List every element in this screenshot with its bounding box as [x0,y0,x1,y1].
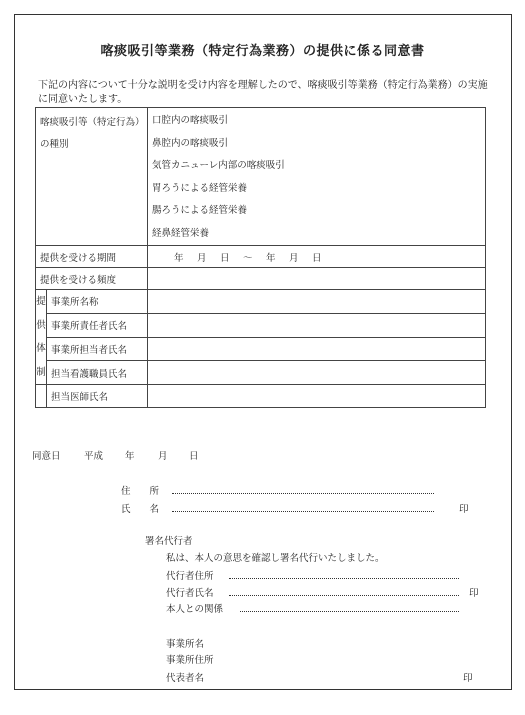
proxy-relation-label: 本人との関係 [166,604,224,615]
address-label: 住 所 [121,486,160,497]
intro-paragraph: 下記の内容について十分な説明を受け内容を理解したので、喀痰吸引等業務（特定行為業務）の実施に同意いたします。 [38,80,488,105]
system-label-cell [36,290,47,385]
system-row-value [148,337,486,361]
type-item: 気管カニューレ内部の喀痰吸引 [152,160,285,171]
consent-date-label: 同意日 [32,451,61,462]
system-row-label: 事業所担当者氏名 [47,337,148,361]
document-title: 喀痰吸引等業務（特定行為業務）の提供に係る同意書 [100,44,425,59]
consent-date-day: 日 [189,451,199,462]
type-item: 口腔内の喀痰吸引 [152,115,229,126]
proxy-relation-line[interactable] [240,611,459,612]
proxy-address-line[interactable] [229,578,459,579]
consent-date-year: 年 [125,451,135,462]
consent-details-table [35,107,486,408]
proxy-statement: 私は、本人の意思を確認し署名代行いたしました。 [166,553,385,564]
system-row-value [148,385,486,408]
proxy-address-label: 代行者住所 [166,571,214,582]
frequency-label: 提供を受ける頻度 [36,268,148,290]
system-char: 体 [36,343,46,354]
system-row-label: 事業所責任者氏名 [47,313,148,337]
proxy-name-label: 代行者氏名 [166,588,214,599]
system-char: 制 [36,366,46,378]
system-row-value [148,290,486,314]
system-char: 提 [36,296,46,307]
office-name-label: 事業所名 [166,639,205,650]
frequency-value [148,268,486,290]
office-address-label: 事業所住所 [166,655,214,666]
office-rep-label: 代表者名 [166,673,205,684]
system-row-label: 事業所名称 [47,290,148,314]
name-label: 氏 名 [121,504,160,515]
type-item: 胃ろうによる経管栄養 [152,182,248,194]
proxy-name-line[interactable] [229,595,459,596]
period-value: 年 月 日 ～ 年 月 日 [148,246,486,268]
office-seal-mark: 印 [463,673,473,684]
system-row-value [148,313,486,337]
type-list-cell [148,108,486,246]
name-line[interactable] [172,511,434,512]
system-char: 供 [36,319,46,331]
type-label-line2: の種別 [40,139,69,150]
seal-mark: 印 [459,504,469,515]
period-label: 提供を受ける期間 [36,246,148,268]
consent-date-month: 月 [158,451,168,462]
system-label-cell-tail [36,385,47,408]
type-item: 鼻腔内の喀痰吸引 [152,137,229,149]
proxy-heading: 署名代行者 [145,536,193,547]
system-row-label: 担当看護職員氏名 [47,361,148,385]
type-label-line1: 喀痰吸引等（特定行為） [40,117,145,128]
type-item: 経鼻経管栄養 [152,227,210,239]
proxy-seal-mark: 印 [469,588,479,599]
address-line[interactable] [172,493,434,494]
system-row-value [148,361,486,385]
type-label-cell [36,108,148,246]
system-row-label: 担当医師氏名 [47,385,148,408]
type-item: 腸ろうによる経管栄養 [152,205,248,216]
consent-date-era: 平成 [84,451,104,462]
